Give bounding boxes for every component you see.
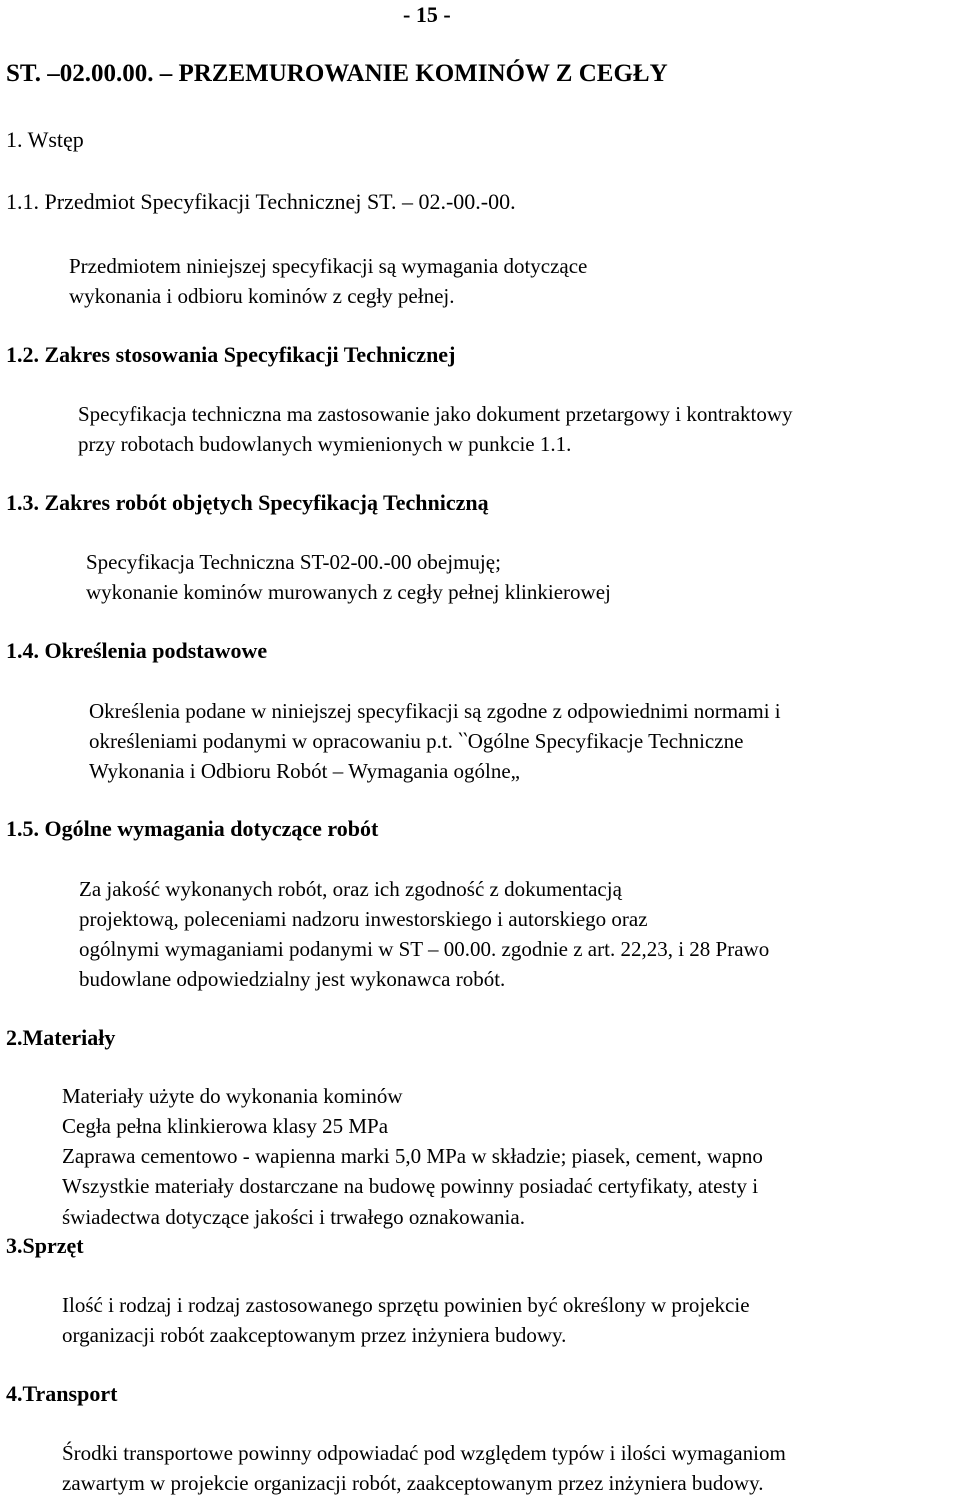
section-1-5-heading: 1.5. Ogólne wymagania dotyczące robót <box>6 816 379 841</box>
section-2-line: Zaprawa cementowo - wapienna marki 5,0 MPa w składzie; piasek, cement, wapno <box>62 1144 763 1168</box>
section-1-2-line: Specyfikacja techniczna ma zastosowanie jako dokument przetargowy i kontraktowy <box>78 402 793 426</box>
section-1-1-heading: 1.1. Przedmiot Specyfikacji Technicznej ST. – 02.-00.-00. <box>6 189 516 214</box>
section-1-4-line: Wykonania i Odbioru Robót – Wymagania ogólne„ <box>89 759 520 783</box>
section-4-line: zawartym w projekcie organizacji robót, zaakceptowanym przez inżyniera budowy. <box>62 1471 764 1495</box>
section-1-5-line: budowlane odpowiedzialny jest wykonawca robót. <box>79 967 506 991</box>
section-1-heading: 1. Wstęp <box>6 127 84 152</box>
section-4-heading: 4.Transport <box>6 1381 118 1406</box>
section-4-line: Środki transportowe powinny odpowiadać pod względem typów i ilości wymaganiom <box>62 1441 786 1465</box>
section-1-2-line: przy robotach budowlanych wymienionych w punkcie 1.1. <box>78 432 572 456</box>
page-number: - 15 - <box>403 2 451 27</box>
section-1-1-line: Przedmiotem niniejszej specyfikacji są wymagania dotyczące <box>69 254 588 278</box>
section-2-line: Cegła pełna klinkierowa klasy 25 MPa <box>62 1114 389 1138</box>
section-2-heading: 2.Materiały <box>6 1025 116 1050</box>
section-2-line: Materiały użyte do wykonania kominów <box>62 1084 403 1108</box>
document-title: ST. –02.00.00. – PRZEMUROWANIE KOMINÓW Z CEGŁY <box>6 60 668 87</box>
section-3-line: Ilość i rodzaj i rodzaj zastosowanego sprzętu powinien być określony w projekcie <box>62 1293 750 1317</box>
section-1-5-line: projektową, poleceniami nadzoru inwestorskiego i autorskiego oraz <box>79 907 648 931</box>
section-3-heading: 3.Sprzęt <box>6 1233 84 1258</box>
section-2-line: świadectwa dotyczące jakości i trwałego oznakowania. <box>62 1205 525 1229</box>
section-1-4-line: określeniami podanymi w opracowaniu p.t. ‵‵Ogólne Specyfikacje Techniczne <box>89 729 744 753</box>
section-1-3-line: Specyfikacja Techniczna ST-02-00.-00 obejmuję; <box>86 550 501 574</box>
section-1-3-line: wykonanie kominów murowanych z cegły pełnej klinkierowej <box>86 580 611 604</box>
section-1-4-line: Określenia podane w niniejszej specyfikacji są zgodne z odpowiednimi normami i <box>89 699 781 723</box>
section-2-line: Wszystkie materiały dostarczane na budowę powinny posiadać certyfikaty, atesty i <box>62 1174 759 1198</box>
section-1-5-line: ogólnymi wymaganiami podanymi w ST – 00.00. zgodnie z art. 22,23, i 28 Prawo <box>79 937 770 961</box>
section-3-line: organizacji robót zaakceptowanym przez inżyniera budowy. <box>62 1323 567 1347</box>
section-1-4-heading: 1.4. Określenia podstawowe <box>6 638 268 663</box>
section-1-5-line: Za jakość wykonanych robót, oraz ich zgodność z dokumentacją <box>79 877 622 901</box>
section-1-1-line: wykonania i odbioru kominów z cegły pełnej. <box>69 284 455 308</box>
section-1-2-heading: 1.2. Zakres stosowania Specyfikacji Technicznej <box>6 342 456 367</box>
section-1-3-heading: 1.3. Zakres robót objętych Specyfikacją Techniczną <box>6 490 489 515</box>
